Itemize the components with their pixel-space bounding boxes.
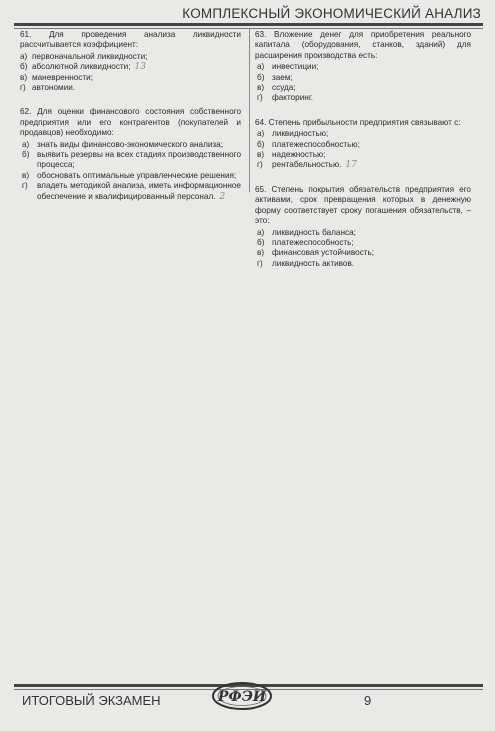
- option-text: финансовая устойчивость;: [272, 248, 375, 258]
- option-letter: б): [20, 62, 28, 72]
- option-text: платежеспособностью;: [272, 139, 360, 149]
- option-text: ликвидность активов.: [272, 258, 355, 268]
- option-letter: в): [257, 150, 265, 160]
- option-letter: в): [22, 170, 30, 180]
- option-text: первоначальной ликвидности;: [32, 51, 148, 61]
- answer-option: [255, 93, 471, 103]
- answer-option: [255, 259, 471, 269]
- option-letter: а): [22, 139, 30, 149]
- answer-option: [255, 129, 471, 139]
- answer-option: [20, 181, 241, 202]
- answer-option: [255, 73, 471, 83]
- option-letter: а): [257, 62, 265, 72]
- question-text: 64. Степень прибыльности предприятия связывают с:: [255, 117, 461, 127]
- option-text: знать виды финансово-экономического анализа;: [37, 139, 224, 149]
- option-text: факторинг.: [272, 93, 314, 103]
- option-letter: г): [257, 160, 263, 170]
- option-letter: г): [22, 181, 28, 191]
- option-letter: в): [257, 83, 265, 93]
- answer-options: [20, 52, 241, 94]
- header-rule: [14, 23, 483, 26]
- option-letter: б): [257, 237, 265, 247]
- option-text: рентабельностью.: [272, 160, 342, 170]
- question: [20, 30, 241, 93]
- page-header: [0, 0, 495, 30]
- handwritten-mark: 17: [345, 160, 357, 171]
- question-text: 63. Вложение денег для приобретения реального капитала (оборудования, станков, зданий) для расширения производства есть:: [255, 30, 471, 60]
- publisher-logo-icon: [211, 681, 273, 711]
- answer-option: [20, 150, 241, 171]
- column-divider: [249, 29, 250, 192]
- question: [255, 30, 471, 104]
- question: [255, 118, 471, 171]
- answer-option: [255, 238, 471, 248]
- question-text: 65. Степень покрытия обязательств предприятия его активами, срок превращения которых в денежную форму соответствует сроку погашения обязательств, – это:: [255, 184, 471, 226]
- right-column: [255, 30, 471, 283]
- answer-option: [255, 62, 471, 72]
- option-letter: б): [257, 72, 265, 82]
- option-text: выявить резервы на всех стадиях производственного процесса;: [37, 150, 241, 170]
- option-letter: в): [257, 248, 265, 258]
- header-title: КОМПЛЕКСНЫЙ ЭКОНОМИЧЕСКИЙ АНАЛИЗ: [182, 6, 481, 21]
- page-footer: [0, 671, 495, 731]
- option-text: инвестиции;: [272, 62, 319, 72]
- answer-option: [20, 140, 241, 150]
- option-letter: а): [20, 51, 28, 61]
- option-letter: б): [22, 150, 30, 160]
- option-letter: б): [257, 139, 265, 149]
- option-text: ликвидностью;: [272, 129, 329, 139]
- question: [20, 107, 241, 202]
- page-number: 9: [364, 693, 372, 708]
- option-letter: г): [257, 93, 263, 103]
- answer-option: [20, 171, 241, 181]
- answer-option: [255, 150, 471, 160]
- option-letter: в): [20, 72, 28, 82]
- answer-options: [255, 62, 471, 104]
- option-text: ликвидность баланса;: [272, 227, 356, 237]
- answer-option: [255, 248, 471, 258]
- option-text: заем;: [272, 72, 293, 82]
- answer-option: [255, 228, 471, 238]
- answer-option: [20, 83, 241, 93]
- question-text: 62. Для оценки финансового состояния собственного предприятия или его контрагентов (покупателей и продавцов) необходимо:: [20, 107, 241, 138]
- left-column: [20, 30, 241, 216]
- option-text: владеть методикой анализа, иметь информационное обеспечение и квалифицированный персонал.: [37, 181, 241, 201]
- option-letter: г): [257, 258, 263, 268]
- handwritten-mark: 2: [219, 191, 226, 202]
- option-letter: а): [257, 227, 265, 237]
- option-letter: г): [20, 83, 26, 93]
- footer-title: ИТОГОВЫЙ ЭКЗАМЕН: [22, 693, 161, 708]
- option-text: надежностью;: [272, 150, 326, 160]
- option-text: маневренности;: [32, 72, 94, 82]
- answer-option: [255, 140, 471, 150]
- question-text: 61. Для проведения анализа ликвидности рассчитывается коэффициент:: [20, 30, 241, 50]
- answer-options: [255, 228, 471, 270]
- answer-option: [20, 73, 241, 83]
- answer-option: [255, 160, 471, 170]
- question: [255, 185, 471, 269]
- answer-options: [20, 140, 241, 202]
- option-text: абсолютной ликвидности;: [32, 62, 131, 72]
- option-text: обосновать оптимальные управленческие решения;: [37, 170, 237, 180]
- option-text: ссуда;: [272, 83, 296, 93]
- option-text: автономии.: [32, 83, 76, 93]
- option-letter: а): [257, 129, 265, 139]
- option-text: платежеспособность;: [272, 237, 354, 247]
- answer-options: [255, 129, 471, 171]
- handwritten-mark: 13: [134, 62, 146, 73]
- answer-option: [20, 62, 241, 72]
- answer-option: [255, 83, 471, 93]
- publisher-logo-text: РФЭИ: [217, 689, 267, 705]
- answer-option: [20, 52, 241, 62]
